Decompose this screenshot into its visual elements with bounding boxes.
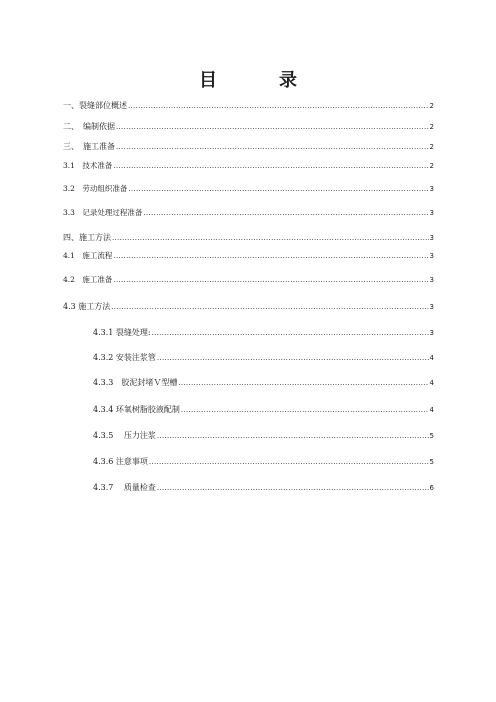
toc-entry-page: 4 [429, 354, 434, 362]
toc-entry-label: 4.3.1 裂缝处理: [93, 328, 151, 337]
toc-entry-page: 2 [429, 143, 434, 151]
toc-entry-page: 3 [429, 329, 434, 337]
toc-leader [116, 142, 429, 152]
toc-entry-page: 3 [429, 252, 434, 260]
toc-entry-page: 3 [429, 276, 434, 284]
toc-entry-label: 一、裂缝部位概述 [63, 101, 127, 110]
toc-entry-page: 5 [429, 432, 434, 440]
toc-entry[interactable] [93, 328, 434, 338]
toc-entry-label: 四、施工方法 [63, 233, 111, 242]
toc-leader [111, 302, 428, 312]
toc-leader [157, 353, 429, 363]
toc-entry[interactable] [93, 378, 434, 388]
page-title: 目 录 [199, 70, 319, 91]
toc-entry[interactable] [63, 208, 434, 218]
toc-entry[interactable] [93, 431, 434, 441]
toc-entry-label: 3.1 技术准备 [63, 161, 113, 170]
toc-entry[interactable] [63, 122, 434, 132]
toc-entry[interactable] [63, 101, 434, 111]
toc-leader [152, 328, 429, 338]
toc-entry-label: 三、 施工准备 [63, 142, 115, 151]
toc-leader [113, 275, 428, 285]
toc-leader [116, 122, 429, 132]
toc-entry-page: 3 [429, 185, 434, 193]
toc-entry-label: 4.3 施工方法 [63, 302, 111, 311]
toc-entry-label: 4.3.2 安装注浆管 [93, 353, 156, 362]
toc-leader [149, 457, 429, 467]
toc-entry[interactable] [63, 142, 434, 152]
toc-entry[interactable] [63, 233, 434, 243]
toc-leader [113, 251, 428, 261]
toc-entry-page: 5 [429, 458, 434, 466]
toc-leader [181, 405, 429, 415]
toc-entry[interactable] [63, 275, 434, 285]
toc-entry-label: 二、 编制依据 [63, 122, 115, 131]
toc-entry-label: 3.3 记录处理过程准备 [63, 208, 143, 217]
toc-leader [157, 483, 429, 493]
toc-entry[interactable] [63, 184, 434, 194]
toc-entry[interactable] [93, 405, 434, 415]
toc-entry-page: 2 [429, 102, 434, 110]
toc-entry-page: 6 [429, 484, 434, 492]
toc-entry[interactable] [93, 483, 434, 493]
toc-entry-page: 4 [429, 406, 434, 414]
toc-leader [178, 378, 428, 388]
toc-leader [128, 184, 428, 194]
toc-entry[interactable] [63, 251, 434, 261]
toc-entry-label: 3.2 劳动组织准备 [63, 184, 128, 193]
toc-leader [128, 101, 429, 111]
toc-entry-page: 3 [429, 234, 434, 242]
toc-entry-page: 4 [429, 379, 434, 387]
toc-entry-label: 4.3.4 环氧树脂胶液配制 [93, 405, 180, 414]
toc-entry-page: 2 [429, 123, 434, 131]
toc-entry[interactable] [63, 161, 434, 171]
toc-entry-page: 3 [429, 209, 434, 217]
toc-entry-page: 3 [429, 303, 434, 311]
toc-entry-page: 2 [429, 162, 434, 170]
toc-leader [143, 208, 428, 218]
toc-entry-label: 4.3.3 胶泥封堵Ｖ型槽 [93, 378, 178, 387]
toc-leader [113, 161, 428, 171]
toc-entry[interactable] [93, 353, 434, 363]
toc-entry-label: 4.3.7 质量检查 [93, 483, 156, 492]
toc-entry[interactable] [63, 302, 434, 312]
toc-entry[interactable] [93, 457, 434, 467]
toc-entry-label: 4.1 施工流程 [63, 251, 113, 260]
toc-entry-label: 4.3.5 压力注浆 [93, 431, 156, 440]
toc-entry-label: 4.3.6 注意事项 [93, 457, 148, 466]
toc-leader [112, 233, 429, 243]
toc-entry-label: 4.2 施工准备 [63, 275, 113, 284]
toc-leader [157, 431, 429, 441]
